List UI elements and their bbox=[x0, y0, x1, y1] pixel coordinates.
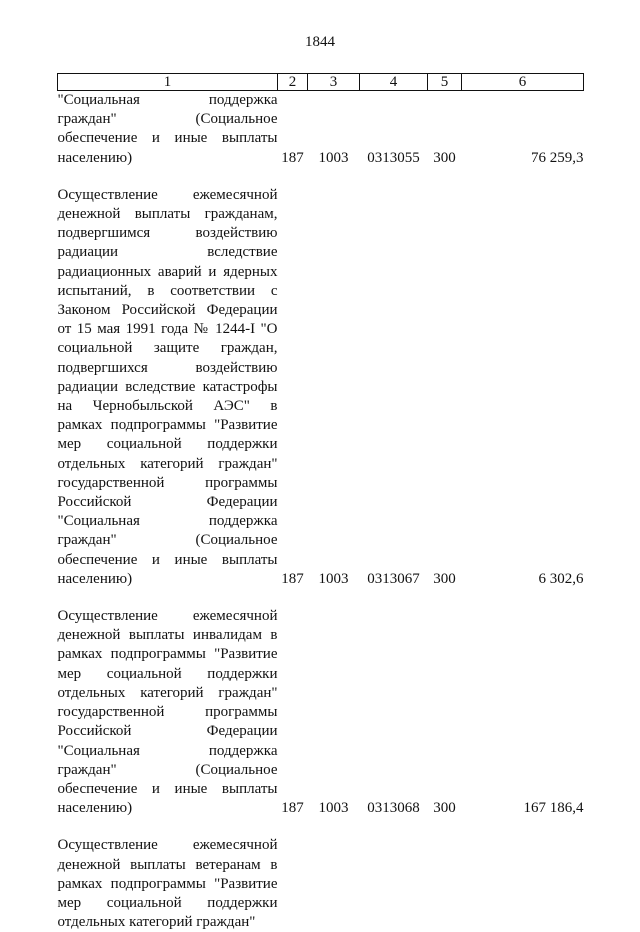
description-line: радиации вследствие bbox=[58, 243, 278, 262]
description-line: отдельных категорий граждан" bbox=[58, 913, 278, 932]
description-line: денежной выплаты ветеранам в bbox=[58, 856, 278, 875]
section-code: 1003 bbox=[308, 607, 360, 818]
description-line: Российской Федерации bbox=[58, 493, 278, 512]
budget-table bbox=[57, 73, 584, 932]
description-line: Осуществление ежемесячной bbox=[58, 186, 278, 205]
description-line: рамках подпрограммы "Развитие bbox=[58, 416, 278, 435]
table-body bbox=[58, 91, 584, 932]
description-line: радиации вследствие катастрофы bbox=[58, 378, 278, 397]
amount-value: 76 259,3 bbox=[462, 91, 584, 168]
table-header-row bbox=[58, 74, 584, 91]
table-row bbox=[58, 607, 584, 818]
expense-type-code: 300 bbox=[428, 91, 462, 168]
description-line: Осуществление ежемесячной bbox=[58, 836, 278, 855]
expense-type-code bbox=[428, 836, 462, 932]
description-line: обеспечение и иные выплаты bbox=[58, 780, 278, 799]
description-line: "Социальная поддержка bbox=[58, 512, 278, 531]
section-code: 1003 bbox=[308, 91, 360, 168]
description-line: граждан" (Социальное bbox=[58, 531, 278, 550]
table-row bbox=[58, 836, 584, 932]
description-line: государственной программы bbox=[58, 703, 278, 722]
ministry-code: 187 bbox=[278, 91, 308, 168]
description-line: граждан" (Социальное bbox=[58, 761, 278, 780]
target-article-code bbox=[360, 836, 428, 932]
header-col-2: 2 bbox=[278, 74, 308, 91]
description-line: на Чернобыльской АЭС" в bbox=[58, 397, 278, 416]
row-description bbox=[58, 607, 278, 818]
description-line: подвергшимся воздействию bbox=[58, 224, 278, 243]
ministry-code: 187 bbox=[278, 607, 308, 818]
description-line: мер социальной поддержки bbox=[58, 665, 278, 684]
page-number: 1844 bbox=[0, 34, 640, 51]
expense-type-code: 300 bbox=[428, 607, 462, 818]
header-col-5: 5 bbox=[428, 74, 462, 91]
description-line: мер социальной поддержки bbox=[58, 894, 278, 913]
row-description bbox=[58, 91, 278, 168]
amount-value: 6 302,6 bbox=[462, 186, 584, 589]
row-description bbox=[58, 836, 278, 932]
description-line: денежной выплаты инвалидам в bbox=[58, 626, 278, 645]
description-line: от 15 мая 1991 года № 1244-I "О bbox=[58, 320, 278, 339]
description-line: Российской Федерации bbox=[58, 722, 278, 741]
description-line: мер социальной поддержки bbox=[58, 435, 278, 454]
target-article-code: 0313067 bbox=[360, 186, 428, 589]
header-col-4: 4 bbox=[360, 74, 428, 91]
row-spacer bbox=[58, 168, 584, 186]
section-code bbox=[308, 836, 360, 932]
table-row bbox=[58, 186, 584, 589]
header-col-3: 3 bbox=[308, 74, 360, 91]
description-line: испытаний, в соответствии с bbox=[58, 282, 278, 301]
description-line: граждан" (Социальное bbox=[58, 110, 278, 129]
section-code: 1003 bbox=[308, 186, 360, 589]
description-line: социальной защите граждан, bbox=[58, 339, 278, 358]
description-line: Законом Российской Федерации bbox=[58, 301, 278, 320]
description-line: подвергшихся воздействию bbox=[58, 359, 278, 378]
description-line: Осуществление ежемесячной bbox=[58, 607, 278, 626]
header-col-6: 6 bbox=[462, 74, 584, 91]
row-spacer bbox=[58, 818, 584, 836]
description-line: "Социальная поддержка bbox=[58, 742, 278, 761]
description-line: радиационных аварий и ядерных bbox=[58, 263, 278, 282]
ministry-code: 187 bbox=[278, 186, 308, 589]
table-row bbox=[58, 91, 584, 168]
ministry-code bbox=[278, 836, 308, 932]
description-line: денежной выплаты гражданам, bbox=[58, 205, 278, 224]
amount-value: 167 186,4 bbox=[462, 607, 584, 818]
target-article-code: 0313068 bbox=[360, 607, 428, 818]
description-line: рамках подпрограммы "Развитие bbox=[58, 645, 278, 664]
row-description bbox=[58, 186, 278, 589]
target-article-code: 0313055 bbox=[360, 91, 428, 168]
amount-value bbox=[462, 836, 584, 932]
description-line: государственной программы bbox=[58, 474, 278, 493]
row-spacer bbox=[58, 589, 584, 607]
description-line: отдельных категорий граждан" bbox=[58, 684, 278, 703]
expense-type-code: 300 bbox=[428, 186, 462, 589]
header-col-1: 1 bbox=[58, 74, 278, 91]
description-line: обеспечение и иные выплаты bbox=[58, 129, 278, 148]
description-line: "Социальная поддержка bbox=[58, 91, 278, 110]
description-line: рамках подпрограммы "Развитие bbox=[58, 875, 278, 894]
description-line: отдельных категорий граждан" bbox=[58, 455, 278, 474]
description-line: населению) bbox=[58, 799, 278, 818]
description-line: населению) bbox=[58, 570, 278, 589]
description-line: обеспечение и иные выплаты bbox=[58, 551, 278, 570]
description-line: населению) bbox=[58, 149, 278, 168]
